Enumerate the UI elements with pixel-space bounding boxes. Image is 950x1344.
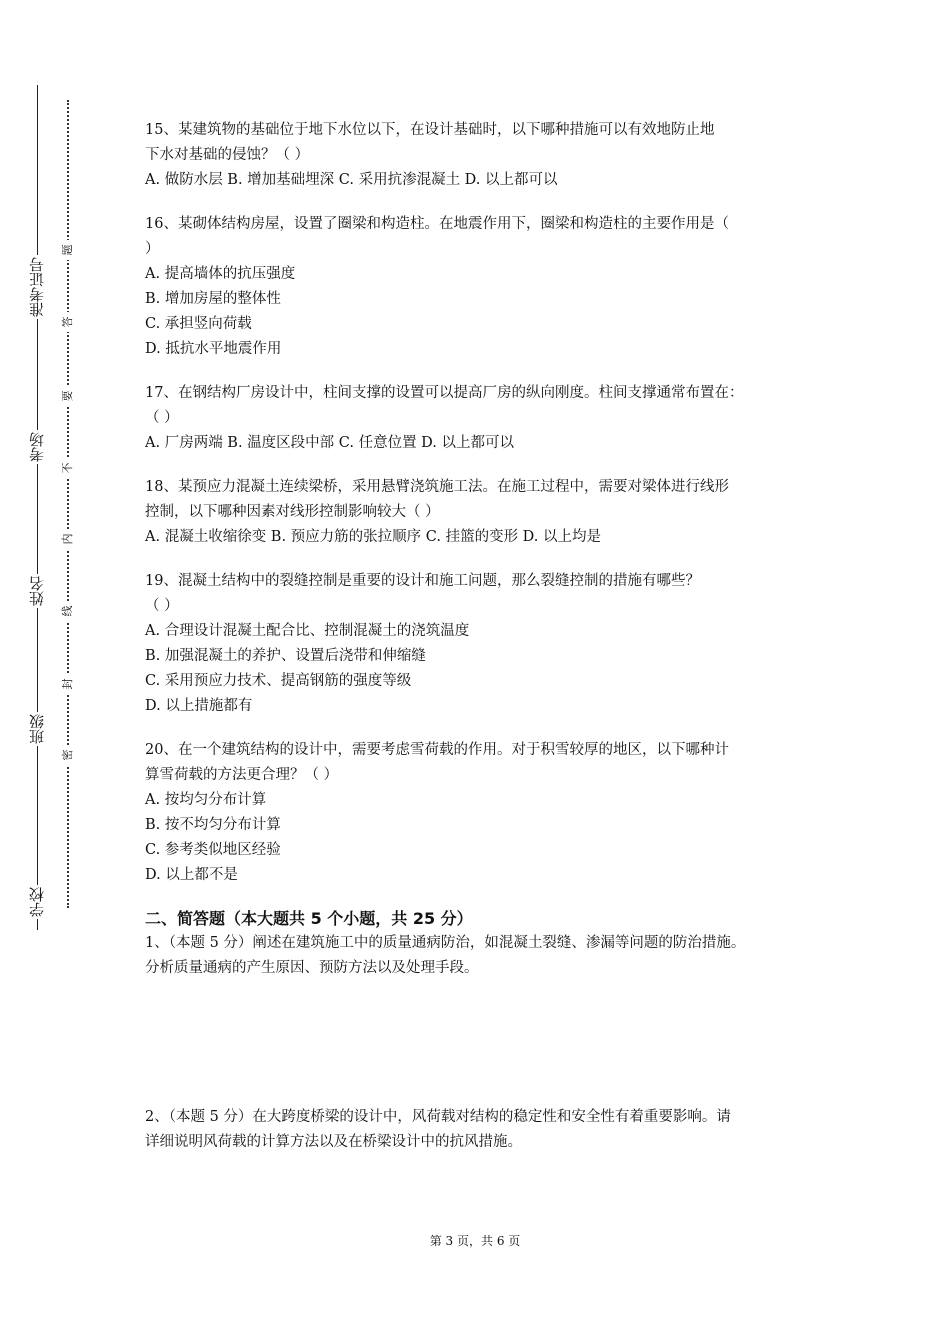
seal-char: 密 bbox=[59, 745, 77, 765]
option-line: A. 厂房两端 B. 温度区段中部 C. 任意位置 D. 以上都可以 bbox=[145, 435, 515, 451]
option-line: D. 以上都不是 bbox=[145, 867, 238, 883]
option-line: C. 承担竖向荷载 bbox=[145, 316, 252, 332]
seal-line-dotted bbox=[67, 100, 69, 908]
option-line: A. 混凝土收缩徐变 B. 预应力筋的张拉顺序 C. 挂篮的变形 D. 以上均是 bbox=[145, 529, 602, 545]
question-stem: 17、在钢结构厂房设计中，柱间支撑的设置可以提高厂房的纵向刚度。柱间支撑通常布置在： bbox=[145, 385, 744, 401]
question-stem: 15、某建筑物的基础位于地下水位以下，在设计基础时，以下哪种措施可以有效地防止地 bbox=[145, 122, 715, 138]
option-line: B. 按不均匀分布计算 bbox=[145, 817, 281, 833]
option-line: A. 做防水层 B. 增加基础埋深 C. 采用抗渗混凝土 D. 以上都可以 bbox=[145, 172, 558, 188]
question-stem: 下水对基础的侵蚀？（ ） bbox=[145, 147, 310, 163]
option-line: C. 采用预应力技术、提高钢筋的强度等级 bbox=[145, 673, 412, 689]
seal-char: 题 bbox=[59, 240, 77, 260]
question-stem: 详细说明风荷载的计算方法以及在桥梁设计中的抗风措施。 bbox=[145, 1134, 522, 1150]
option-line: C. 参考类似地区经验 bbox=[145, 842, 281, 858]
seal-char: 线 bbox=[59, 601, 77, 621]
answer-space bbox=[145, 981, 825, 1105]
question-stem: 分析质量通病的产生原因、预防方法以及处理手段。 bbox=[145, 960, 479, 976]
class-field: 班级 bbox=[22, 712, 52, 746]
exam-room-field: 考场 bbox=[22, 430, 52, 464]
question-19 bbox=[145, 569, 825, 719]
option-line: A. 合理设计混凝土配合比、控制混凝土的浇筑温度 bbox=[145, 623, 470, 639]
question-stem: 19、混凝土结构中的裂缝控制是重要的设计和施工问题，那么裂缝控制的措施有哪些？ bbox=[145, 573, 700, 589]
question-stem: 控制，以下哪种因素对线形控制影响较大（ ） bbox=[145, 504, 440, 520]
question-stem: （ ） bbox=[145, 598, 179, 614]
option-line: D. 以上措施都有 bbox=[145, 698, 253, 714]
question-stem: （ ） bbox=[145, 410, 179, 426]
exam-content bbox=[145, 118, 825, 1155]
question-stem: 1、（本题 5 分）阐述在建筑施工中的质量通病防治，如混凝土裂缝、渗漏等问题的防治措施。 bbox=[145, 935, 746, 951]
option-line: B. 增加房屋的整体性 bbox=[145, 291, 281, 307]
question-stem: 算雪荷载的方法更合理？（ ） bbox=[145, 767, 339, 783]
question-stem: 20、在一个建筑结构的设计中，需要考虑雪荷载的作用。对于积雪较厚的地区，以下哪种计 bbox=[145, 742, 729, 758]
question-15 bbox=[145, 118, 825, 193]
option-line: B. 加强混凝土的养护、设置后浇带和伸缩缝 bbox=[145, 648, 426, 664]
question-20 bbox=[145, 738, 825, 888]
seal-char: 答 bbox=[59, 312, 77, 332]
section-heading-short-answer: 二、简答题（本大题共 5 个小题，共 25 分） bbox=[145, 909, 473, 928]
binding-line-solid bbox=[37, 85, 38, 930]
name-field: 姓名 bbox=[22, 574, 52, 608]
option-line: D. 抵抗水平地震作用 bbox=[145, 341, 282, 357]
question-stem: ） bbox=[145, 241, 160, 257]
question-stem: 18、某预应力混凝土连续梁桥，采用悬臂浇筑施工法。在施工过程中，需要对梁体进行线形 bbox=[145, 479, 729, 495]
question-16 bbox=[145, 212, 825, 362]
option-line: A. 按均匀分布计算 bbox=[145, 792, 267, 808]
seal-char: 封 bbox=[59, 674, 77, 694]
seal-char: 不 bbox=[59, 458, 77, 478]
school-field: 学校 bbox=[22, 885, 52, 919]
option-line: A. 提高墙体的抗压强度 bbox=[145, 266, 296, 282]
seal-char: 要 bbox=[59, 386, 77, 406]
short-answer-question-1 bbox=[145, 931, 825, 981]
short-answer-question-2 bbox=[145, 1105, 825, 1155]
question-18 bbox=[145, 475, 825, 550]
page-number: 第 3 页，共 6 页 bbox=[429, 1234, 521, 1248]
question-17 bbox=[145, 381, 825, 456]
seal-char: 内 bbox=[59, 529, 77, 549]
question-stem: 16、某砌体结构房屋，设置了圈梁和构造柱。在地震作用下，圈梁和构造柱的主要作用是（ bbox=[145, 216, 729, 232]
question-stem: 2、（本题 5 分）在大跨度桥梁的设计中，风荷载对结构的稳定性和安全性有着重要影响。请 bbox=[145, 1109, 731, 1125]
exam-id-field: 准考证号 bbox=[22, 255, 52, 319]
